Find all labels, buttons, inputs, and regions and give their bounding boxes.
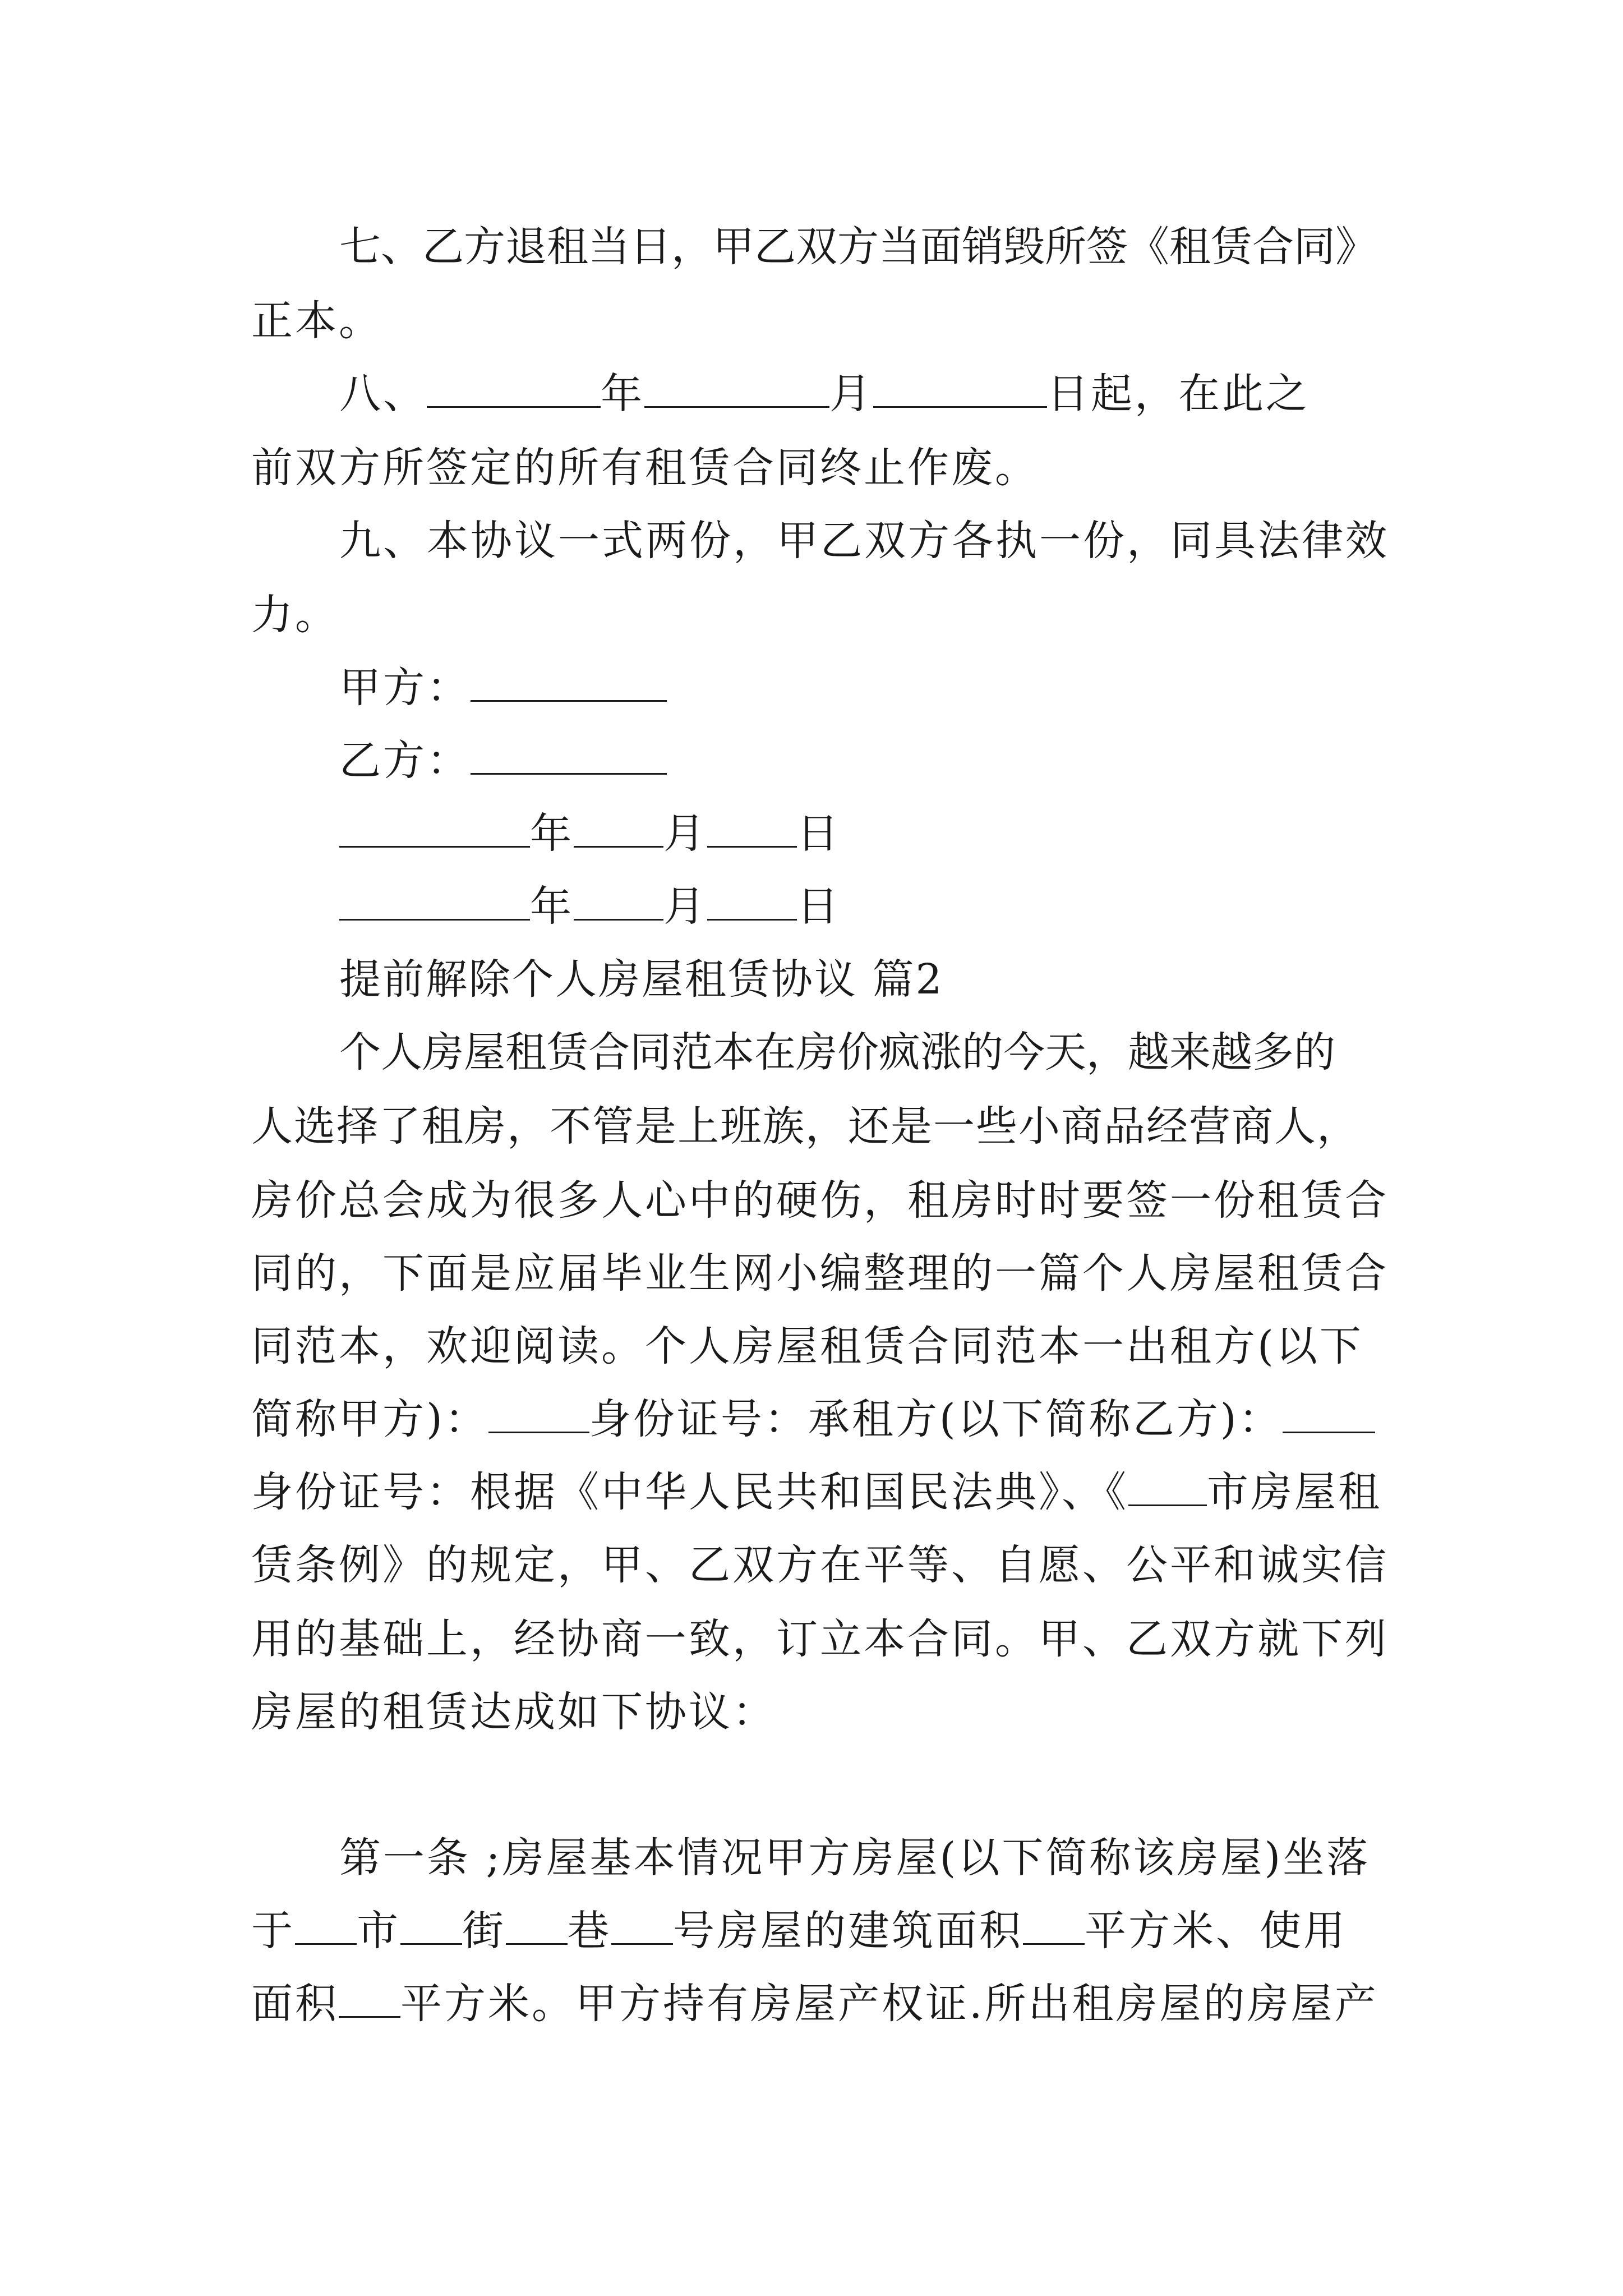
article-1-line-1: 第一条 ;房屋基本情况甲方房屋(以下简称该房屋)坐落	[339, 1834, 1371, 1882]
property-certificate-text: 平方米。甲方持有房屋产权证.所出租房屋的房屋产	[400, 1980, 1378, 2028]
intro-line-8: 赁条例》的规定，甲、乙双方在平等、自愿、公平和诚实信	[251, 1541, 1389, 1589]
party-a-label: 甲方：	[339, 664, 471, 712]
paragraph-7-line-2: 正本。	[251, 297, 382, 345]
paragraph-8-line-2: 前双方所签定的所有租赁合同终止作废。	[251, 444, 1039, 492]
date-2-month-label: 月	[663, 882, 707, 931]
date-1-month-blank[interactable]	[574, 811, 663, 848]
tenant-name-blank[interactable]	[1283, 1397, 1375, 1433]
date-2-year-blank[interactable]	[339, 884, 530, 921]
date-2-month-blank[interactable]	[574, 884, 663, 921]
date-2-day-label: 日	[797, 882, 841, 931]
usable-area-text: 面积	[251, 1980, 339, 2028]
city-label: 市	[357, 1907, 400, 1955]
paragraph-7-line-1	[339, 219, 1384, 275]
usable-area-blank[interactable]	[339, 1981, 400, 2018]
street-label: 街	[462, 1907, 506, 1955]
intro-line-4: 同的，下面是应届毕业生网小编整理的一篇个人房屋租赁合	[251, 1249, 1389, 1297]
intro-line-7	[251, 1464, 1382, 1520]
month-blank[interactable]	[644, 371, 829, 408]
date-1-year-label: 年	[530, 809, 574, 858]
date-2-day-blank[interactable]	[707, 884, 797, 921]
party-b-label: 乙方：	[339, 737, 471, 785]
usable-area-label: 平方米、使用	[1085, 1907, 1347, 1955]
year-blank[interactable]	[427, 371, 601, 408]
lane-label: 巷	[568, 1907, 611, 1955]
tenant-label: 身份证号：承租方(以下简称乙方)：	[589, 1395, 1283, 1443]
article-1-line-3	[251, 1976, 1378, 2032]
article-1-line-2	[251, 1903, 1347, 1959]
party-a-signature-line	[339, 660, 667, 716]
paragraph-8-prefix: 八、	[339, 370, 427, 418]
article-1-text: 于	[251, 1907, 295, 1955]
lane-blank[interactable]	[506, 1908, 568, 1945]
party-b-blank[interactable]	[471, 738, 667, 775]
intro-line-10: 房屋的租赁达成如下协议：	[251, 1688, 776, 1736]
street-blank[interactable]	[400, 1908, 462, 1945]
date-1-day-label: 日	[797, 809, 841, 858]
paragraph-8-line-1	[339, 366, 1310, 422]
intro-line-2: 人选择了租房，不管是上班族，还是一些小商品经营商人，	[251, 1102, 1359, 1151]
month-label: 月	[829, 370, 873, 418]
paragraph-8-suffix: 日起，在此之	[1047, 370, 1310, 418]
year-label: 年	[601, 370, 644, 418]
intro-line-1	[339, 1024, 1384, 1080]
intro-text-1: 个人房屋租赁合同范本在房价疯涨的今天，越来越多的	[339, 1028, 1335, 1076]
city-regulation-text: 市房屋租	[1207, 1468, 1382, 1516]
city-blank[interactable]	[1128, 1470, 1207, 1506]
intro-line-9: 用的基础上，经协商一致，订立本合同。甲、乙双方就下列	[251, 1615, 1389, 1663]
section-heading: 提前解除个人房屋租赁协议 篇2	[339, 955, 944, 1004]
building-area-label: 号房屋的建筑面积	[673, 1907, 1023, 1955]
paragraph-9-line-1: 九、本协议一式两份，甲乙双方各执一份，同具法律效	[339, 517, 1389, 565]
number-blank[interactable]	[611, 1908, 673, 1945]
date-1-year-blank[interactable]	[339, 811, 530, 848]
intro-line-5: 同范本，欢迎阅读。个人房屋租赁合同范本一出租方(以下	[251, 1322, 1363, 1370]
party-b-signature-line	[339, 733, 667, 789]
building-area-blank[interactable]	[1023, 1908, 1085, 1945]
day-blank[interactable]	[873, 371, 1047, 408]
landlord-label: 简称甲方)：	[251, 1395, 488, 1443]
date-line-1	[339, 806, 841, 862]
party-a-blank[interactable]	[471, 665, 667, 702]
date-1-day-blank[interactable]	[707, 811, 797, 848]
date-line-2	[339, 878, 841, 935]
intro-line-3: 房价总会成为很多人心中的硬伤，租房时时要签一份租赁合	[251, 1176, 1389, 1225]
intro-line-6	[251, 1391, 1375, 1447]
paragraph-9-line-2: 力。	[251, 591, 339, 639]
landlord-name-blank[interactable]	[488, 1397, 589, 1433]
date-2-year-label: 年	[530, 882, 574, 931]
date-1-month-label: 月	[663, 809, 707, 858]
legal-basis-text: 身份证号：根据《中华人民共和国民法典》、《	[251, 1468, 1128, 1516]
paragraph-7-text: 七、乙方退租当日，甲乙双方当面销毁所签《租赁合同》	[339, 223, 1377, 271]
city-blank[interactable]	[295, 1908, 357, 1945]
